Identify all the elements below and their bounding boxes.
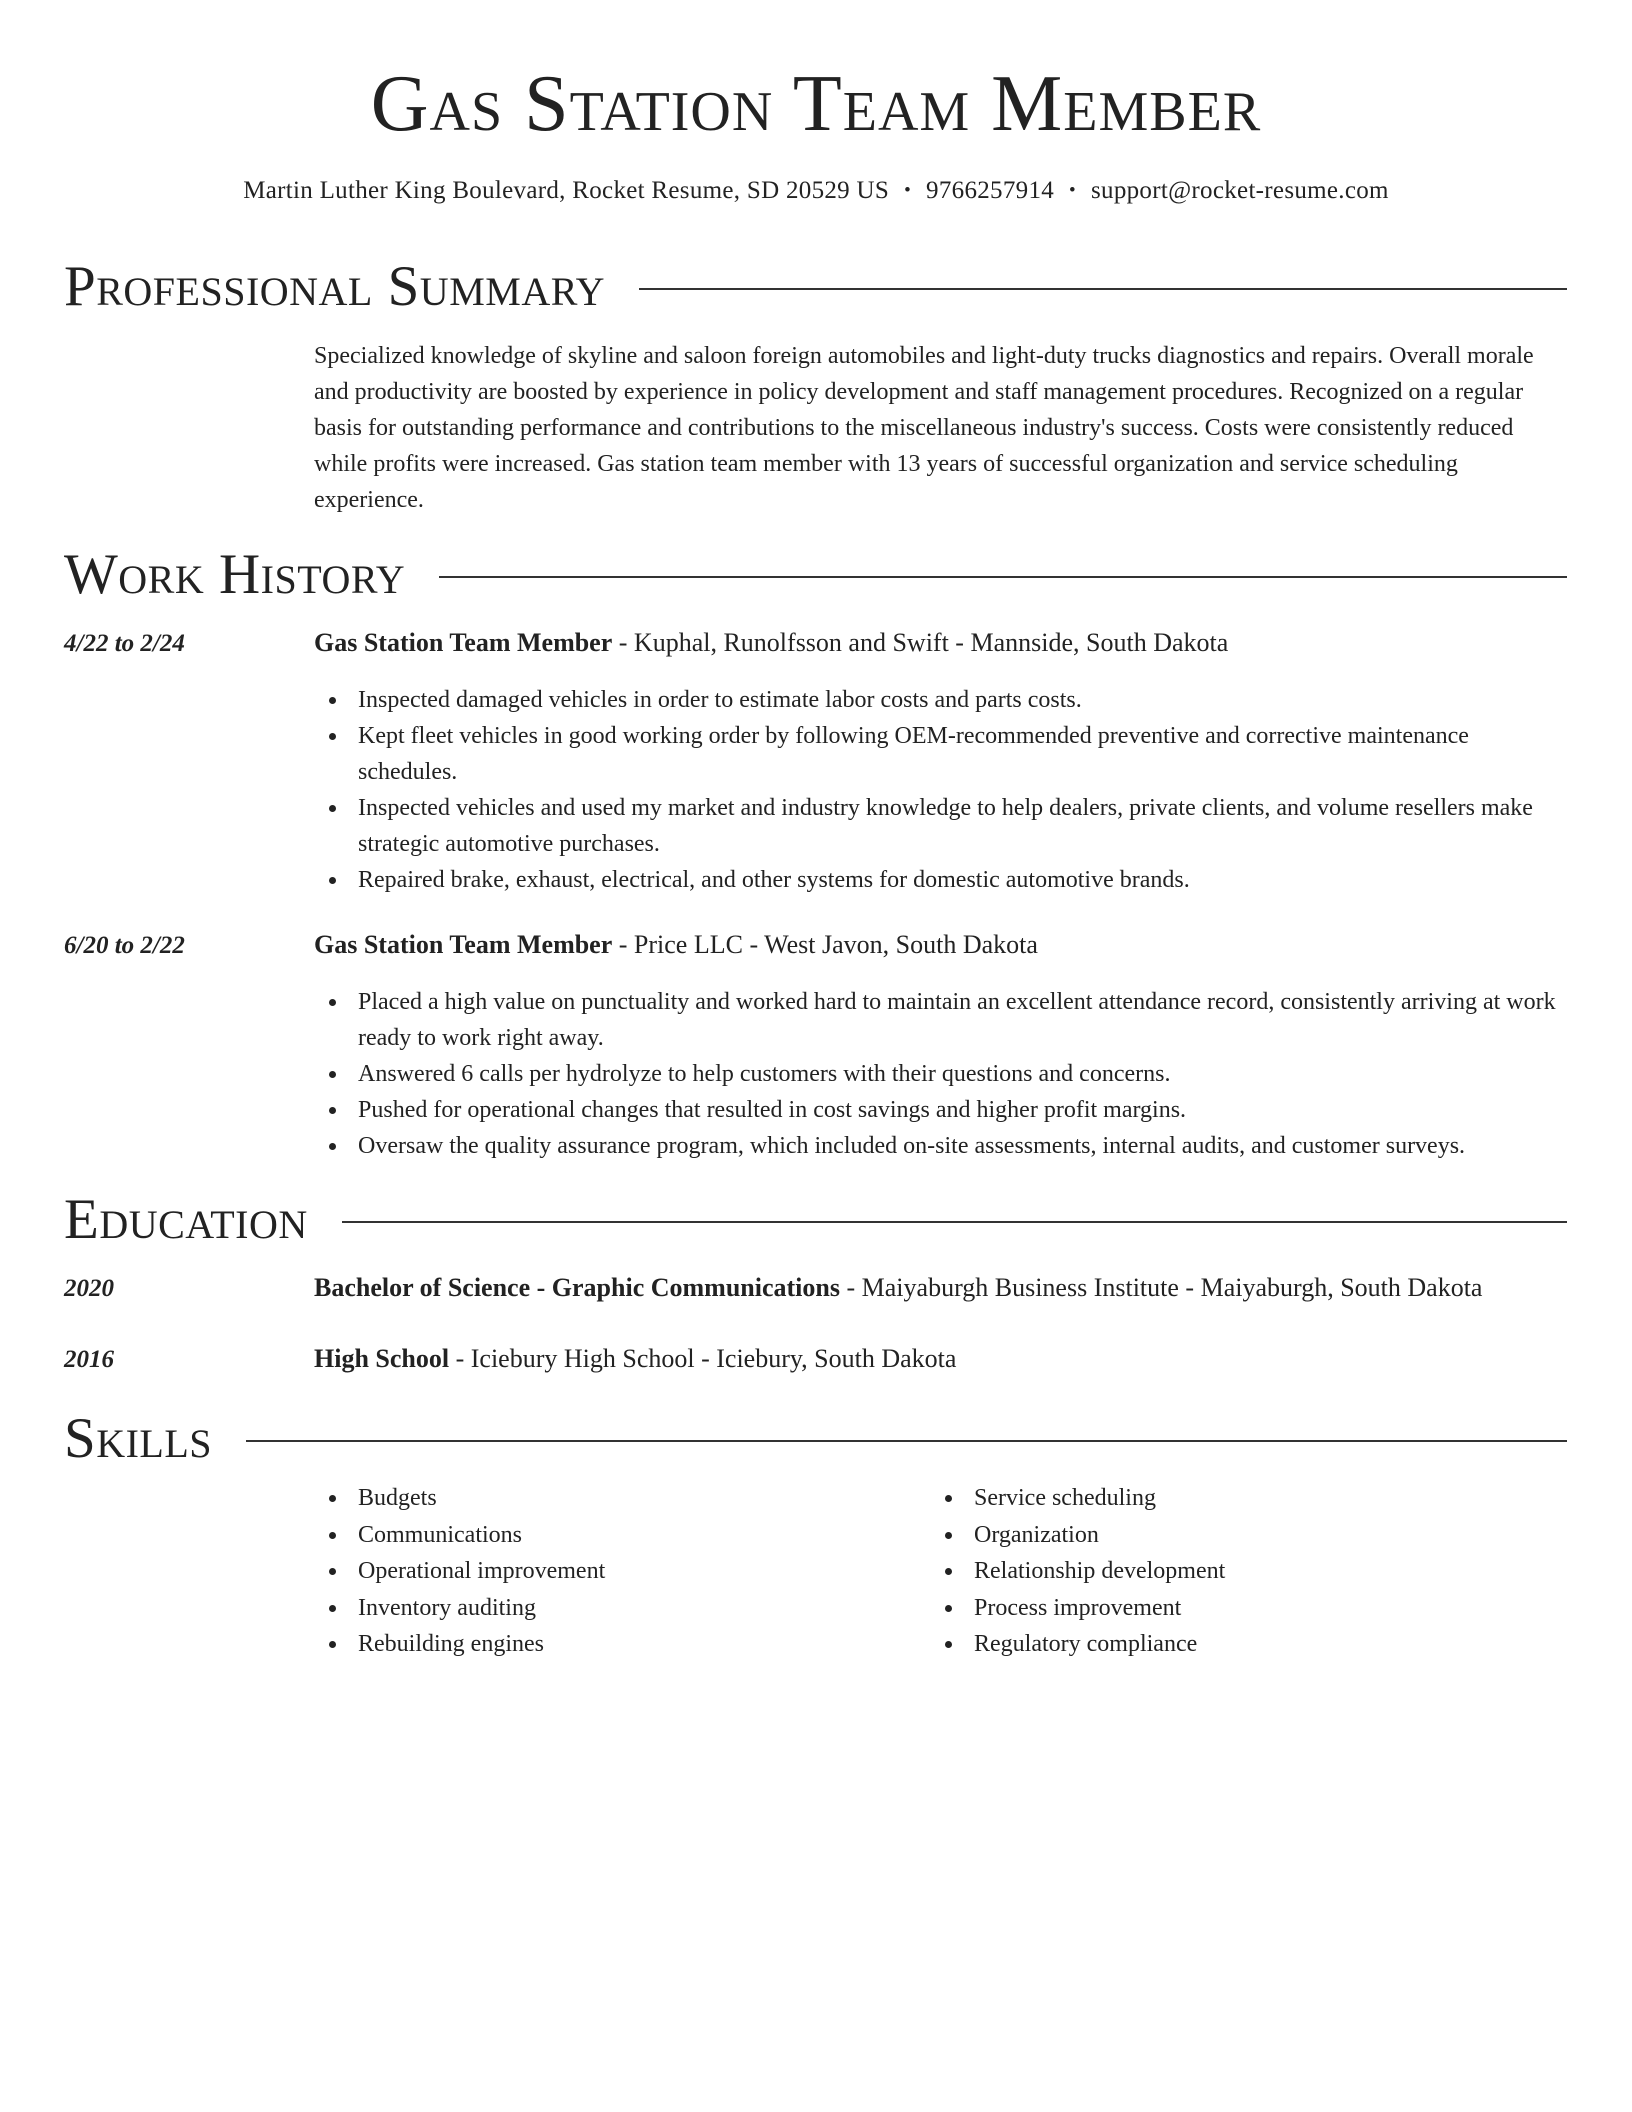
skill-item: Relationship development <box>930 1553 1530 1590</box>
education-year: 2020 <box>64 1275 114 1302</box>
education-entry <box>314 1342 1574 1376</box>
job-employer: - Kuphal, Runolfsson and Swift - Mannside, South Dakota <box>612 628 1229 657</box>
section-title: Professional Summary <box>64 255 606 318</box>
skill-item: Inventory auditing <box>314 1590 914 1627</box>
list-item: Inspected vehicles and used my market and industry knowledge to help dealers, private clients, and volume resellers make strategic automotive purchases. <box>314 790 1567 862</box>
skill-item: Service scheduling <box>930 1480 1530 1517</box>
education-degree: High School <box>314 1344 450 1373</box>
skill-item: Regulatory compliance <box>930 1626 1530 1663</box>
job-title: Gas Station Team Member <box>314 628 613 657</box>
section-title: Skills <box>64 1407 213 1470</box>
skill-item: Organization <box>930 1517 1530 1554</box>
job-heading <box>314 928 1574 962</box>
section-title: Education <box>64 1188 308 1251</box>
job-employer: - Price LLC - West Javon, South Dakota <box>612 930 1038 959</box>
education-institution: - Maiyaburgh Business Institute - Maiyaburgh, South Dakota <box>839 1273 1483 1302</box>
job-dates: 6/20 to 2/22 <box>64 932 185 959</box>
job-title: Gas Station Team Member <box>314 930 613 959</box>
section-divider <box>439 576 1567 578</box>
list-item: Repaired brake, exhaust, electrical, and other systems for domestic automotive brands. <box>314 862 1567 898</box>
skills-list-left <box>314 1480 914 1663</box>
skill-item: Communications <box>314 1517 914 1554</box>
skill-item: Operational improvement <box>314 1553 914 1590</box>
job-bullet-list <box>314 682 1567 898</box>
contact-phone: 9766257914 <box>926 177 1055 204</box>
contact-line <box>0 174 1632 210</box>
professional-summary-text: Specialized knowledge of skyline and saloon foreign automobiles and light-duty trucks diagnostics and repairs. Overall morale and productivity are boosted by experience in policy development and staff management procedures. Recognized on a regular basis for outstanding performance and contributions to the miscellaneous industry's success. Costs were consistently reduced while profits were increased. Gas station team member with 13 years of successful organization and service scheduling experience. <box>314 343 1534 513</box>
section-header-summary <box>64 257 1567 317</box>
contact-separator: • <box>1069 180 1076 201</box>
contact-address: Martin Luther King Boulevard, Rocket Resume, SD 20529 US <box>243 177 890 204</box>
skills-list-right <box>930 1480 1530 1663</box>
section-header-work-history <box>64 545 1567 605</box>
list-item: Inspected damaged vehicles in order to estimate labor costs and parts costs. <box>314 682 1567 718</box>
skill-item: Rebuilding engines <box>314 1626 914 1663</box>
section-divider <box>342 1221 1567 1223</box>
list-item: Oversaw the quality assurance program, which included on-site assessments, internal audits, and customer surveys. <box>314 1128 1567 1164</box>
education-entry <box>314 1271 1574 1305</box>
job-bullet-list <box>314 984 1567 1164</box>
section-title: Work History <box>64 543 406 606</box>
education-institution: - Iciebury High School - Iciebury, South Dakota <box>449 1344 957 1373</box>
contact-email: support@rocket-resume.com <box>1091 177 1389 204</box>
section-header-skills <box>64 1409 1567 1469</box>
list-item: Placed a high value on punctuality and worked hard to maintain an excellent attendance record, consistently arriving at work ready to work right away. <box>314 984 1567 1056</box>
list-item: Kept fleet vehicles in good working order by following OEM-recommended preventive and corrective maintenance schedules. <box>314 718 1567 790</box>
job-dates: 4/22 to 2/24 <box>64 630 185 657</box>
skill-item: Process improvement <box>930 1590 1530 1627</box>
section-divider <box>639 288 1567 290</box>
list-item: Answered 6 calls per hydrolyze to help customers with their questions and concerns. <box>314 1056 1567 1092</box>
section-header-education <box>64 1190 1567 1250</box>
education-degree: Bachelor of Science - Graphic Communications <box>314 1273 840 1302</box>
resume-name-title: Gas Station Team Member <box>370 60 1262 148</box>
education-year: 2016 <box>64 1346 114 1373</box>
section-divider <box>246 1440 1567 1442</box>
list-item: Pushed for operational changes that resulted in cost savings and higher profit margins. <box>314 1092 1567 1128</box>
contact-separator: • <box>904 180 912 201</box>
job-heading <box>314 626 1574 660</box>
skill-item: Budgets <box>314 1480 914 1517</box>
